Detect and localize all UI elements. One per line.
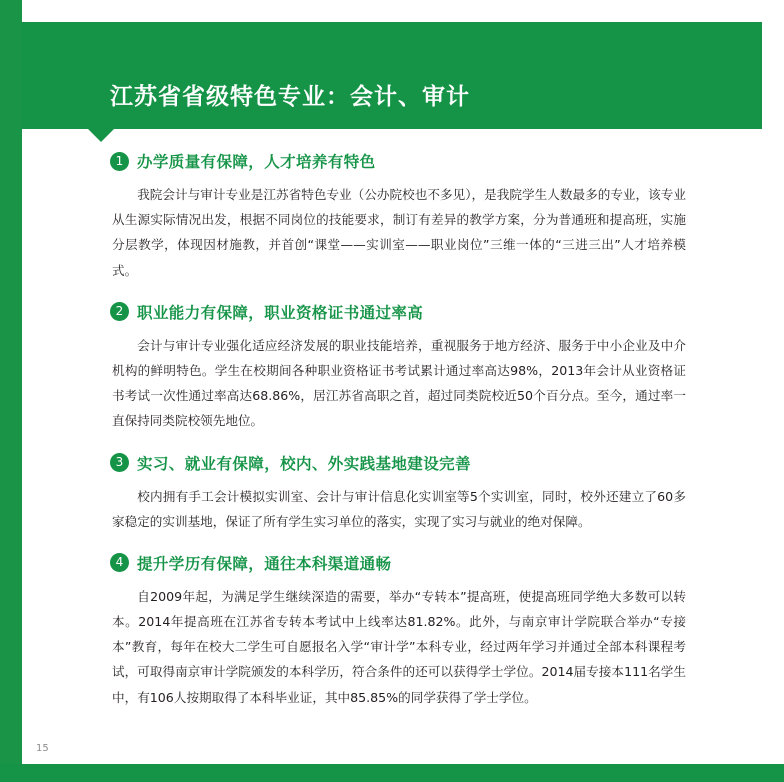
section-number-badge: 4 [110, 553, 129, 572]
section-4-body: 自2009年起，为满足学生继续深造的需要，举办“专转本”提高班，使提高班同学绝大多数可以转本。2014年提高班在江苏省专转本考试中上线率达81.82%。此外，与南京审计学院联合举办“专接本”教育，每年在校大二学生可自愿报名入学“审计学”本科专业，经过两年学习并通过全部本科课程考试，可取得南京审计学院颁发的本科学历，符合条件的还可以获得学士学位。2014届专接本111名学生中，有106人按期取得了本科毕业证，其中85.85%的同学获得了学士学位。 [112, 588, 686, 705]
header-notch-triangle [88, 129, 114, 142]
section-2-heading [110, 301, 690, 323]
section-number-badge: 2 [110, 302, 129, 321]
section-3-title: 实习、就业有保障，校内、外实践基地建设完善 [137, 454, 471, 473]
section-2-body: 会计与审计专业强化适应经济发展的职业技能培养，重视服务于地方经济、服务于中小企业及中介机构的鲜明特色。学生在校期间各种职业资格证书考试累计通过率高达98%，2013年会计从业资格证书考试一次性通过率高达68.86%，居江苏省高职之首，超过同类院校近50个百分点。至今，通过率一直保持同类院校领先地位。 [112, 337, 686, 429]
left-green-bar [0, 0, 22, 782]
section-1 [110, 150, 690, 283]
page-title: 江苏省省级特色专业：会计、审计 [110, 84, 470, 110]
section-4 [110, 552, 690, 710]
section-1-heading [110, 150, 690, 172]
page-number: 15 [36, 743, 49, 754]
section-number-badge: 3 [110, 453, 129, 472]
section-2-title: 职业能力有保障，职业资格证书通过率高 [137, 303, 424, 322]
section-4-heading [110, 552, 690, 574]
section-1-body: 我院会计与审计专业是江苏省特色专业（公办院校也不多见），是我院学生人数最多的专业，该专业从生源实际情况出发，根据不同岗位的技能要求，制订有差异的教学方案，分为普通班和提高班，实施分层教学，体现因材施教，并首创“课堂——实训室——职业岗位”三维一体的“三进三出”人才培养模式。 [112, 187, 686, 278]
footer-green-bar [0, 764, 784, 782]
section-2 [110, 301, 690, 434]
section-4-title: 提升学历有保障，通往本科渠道通畅 [137, 554, 392, 573]
section-3-body: 校内拥有手工会计模拟实训室、会计与审计信息化实训室等5个实训室，同时，校外还建立了60多家稳定的实训基地，保证了所有学生实习单位的落实，实现了实习与就业的绝对保障。 [112, 488, 686, 529]
page-header-banner [22, 22, 762, 129]
section-3 [110, 452, 690, 534]
section-number-badge: 1 [110, 152, 129, 171]
content-area [110, 150, 690, 728]
section-1-title: 办学质量有保障，人才培养有特色 [137, 153, 376, 171]
section-3-heading [110, 452, 690, 474]
